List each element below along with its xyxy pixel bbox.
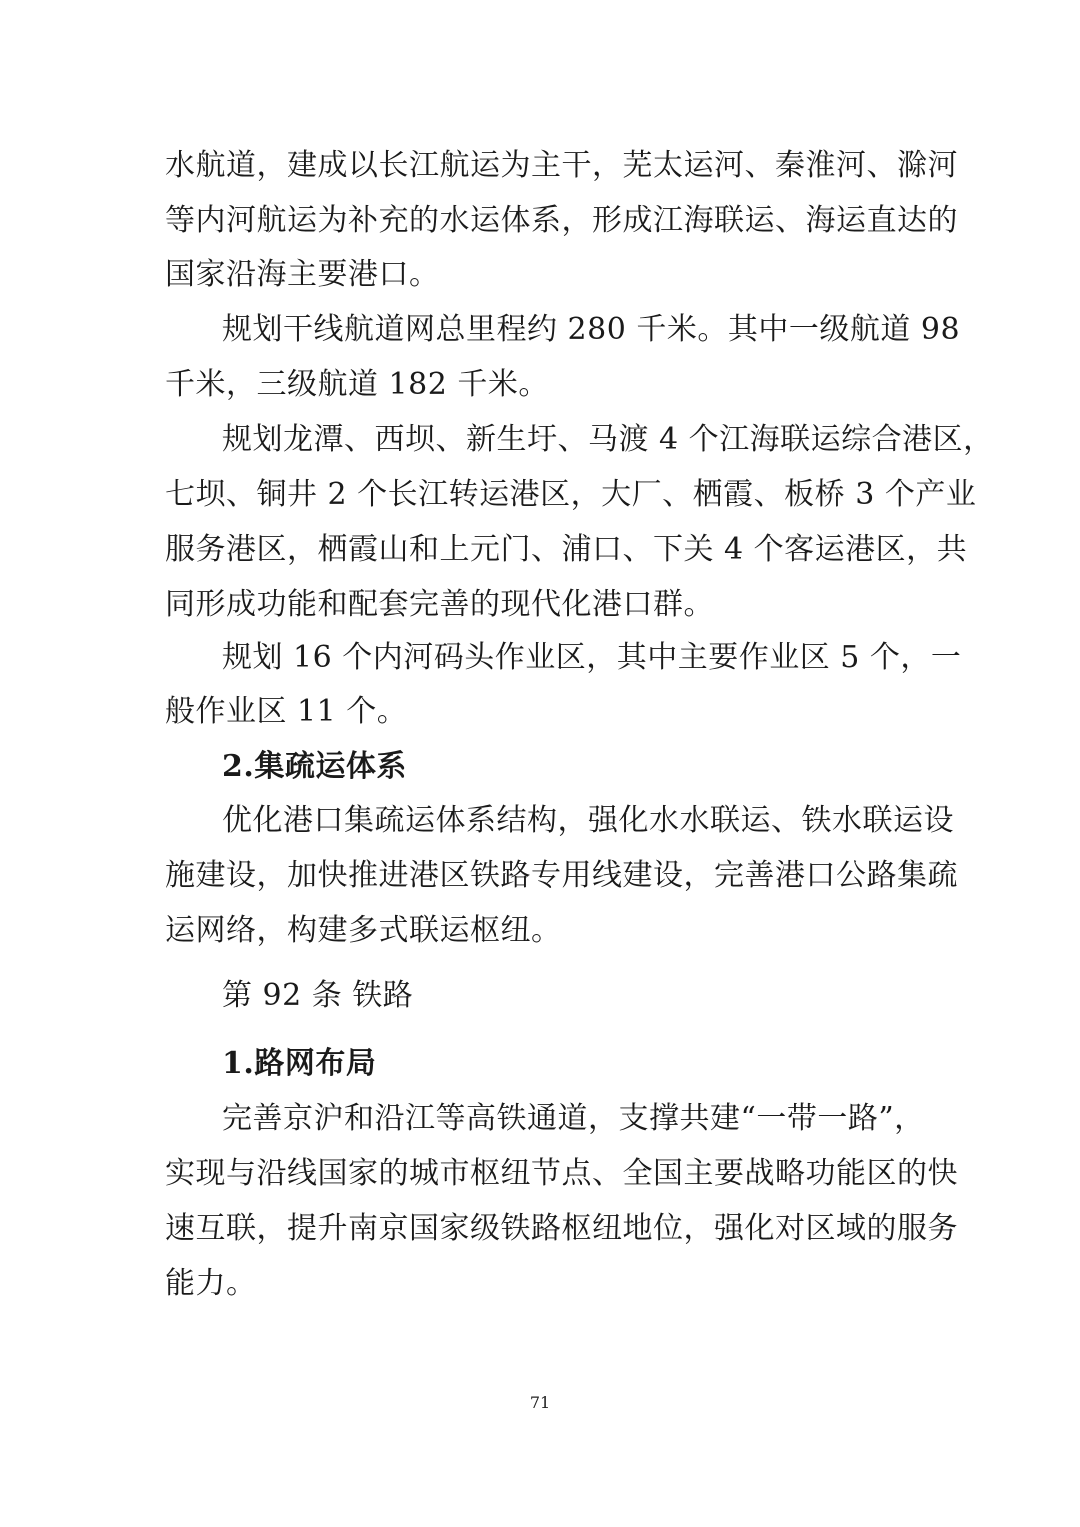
paragraph-line: 施建设，加快推进港区铁路专用线建设，完善港口公路集疏 (165, 858, 958, 893)
paragraph-line: 规划 16 个内河码头作业区，其中主要作业区 5 个，一 (222, 640, 962, 675)
paragraph-line: 般作业区 11 个。 (165, 694, 408, 729)
page-number: 71 (529, 1393, 551, 1412)
paragraph-line: 规划龙潭、西坝、新生圩、马渡 4 个江海联运综合港区， (222, 422, 994, 457)
paragraph-line: 服务港区，栖霞山和上元门、浦口、下关 4 个客运港区，共 (165, 532, 968, 567)
article-title: 第 92 条 铁路 (222, 978, 414, 1013)
paragraph-line: 国家沿海主要港口。 (165, 257, 440, 292)
paragraph-line: 水航道，建成以长江航运为主干，芜太运河、秦淮河、滁河 (165, 148, 958, 183)
paragraph-line: 等内河航运为补充的水运体系，形成江海联运、海运直达的 (165, 203, 958, 238)
paragraph-line: 七坝、铜井 2 个长江转运港区，大厂、栖霞、板桥 3 个产业 (165, 477, 977, 512)
section-heading: 1.路网布局 (222, 1046, 377, 1081)
paragraph-line: 速互联，提升南京国家级铁路枢纽地位，强化对区域的服务 (165, 1211, 958, 1246)
paragraph-line: 同形成功能和配套完善的现代化港口群。 (165, 587, 714, 622)
paragraph-line: 规划干线航道网总里程约 280 千米。其中一级航道 98 (222, 312, 961, 347)
paragraph-line: 完善京沪和沿江等高铁通道，支撑共建“一带一路”， (222, 1101, 925, 1136)
paragraph-line: 运网络，构建多式联运枢纽。 (165, 913, 562, 948)
paragraph-line: 能力。 (165, 1266, 257, 1301)
paragraph-line: 实现与沿线国家的城市枢纽节点、全国主要战略功能区的快 (165, 1156, 958, 1191)
section-heading: 2.集疏运体系 (222, 749, 407, 784)
paragraph-line: 千米，三级航道 182 千米。 (165, 367, 549, 402)
paragraph-line: 优化港口集疏运体系结构，强化水水联运、铁水联运设 (222, 803, 954, 838)
